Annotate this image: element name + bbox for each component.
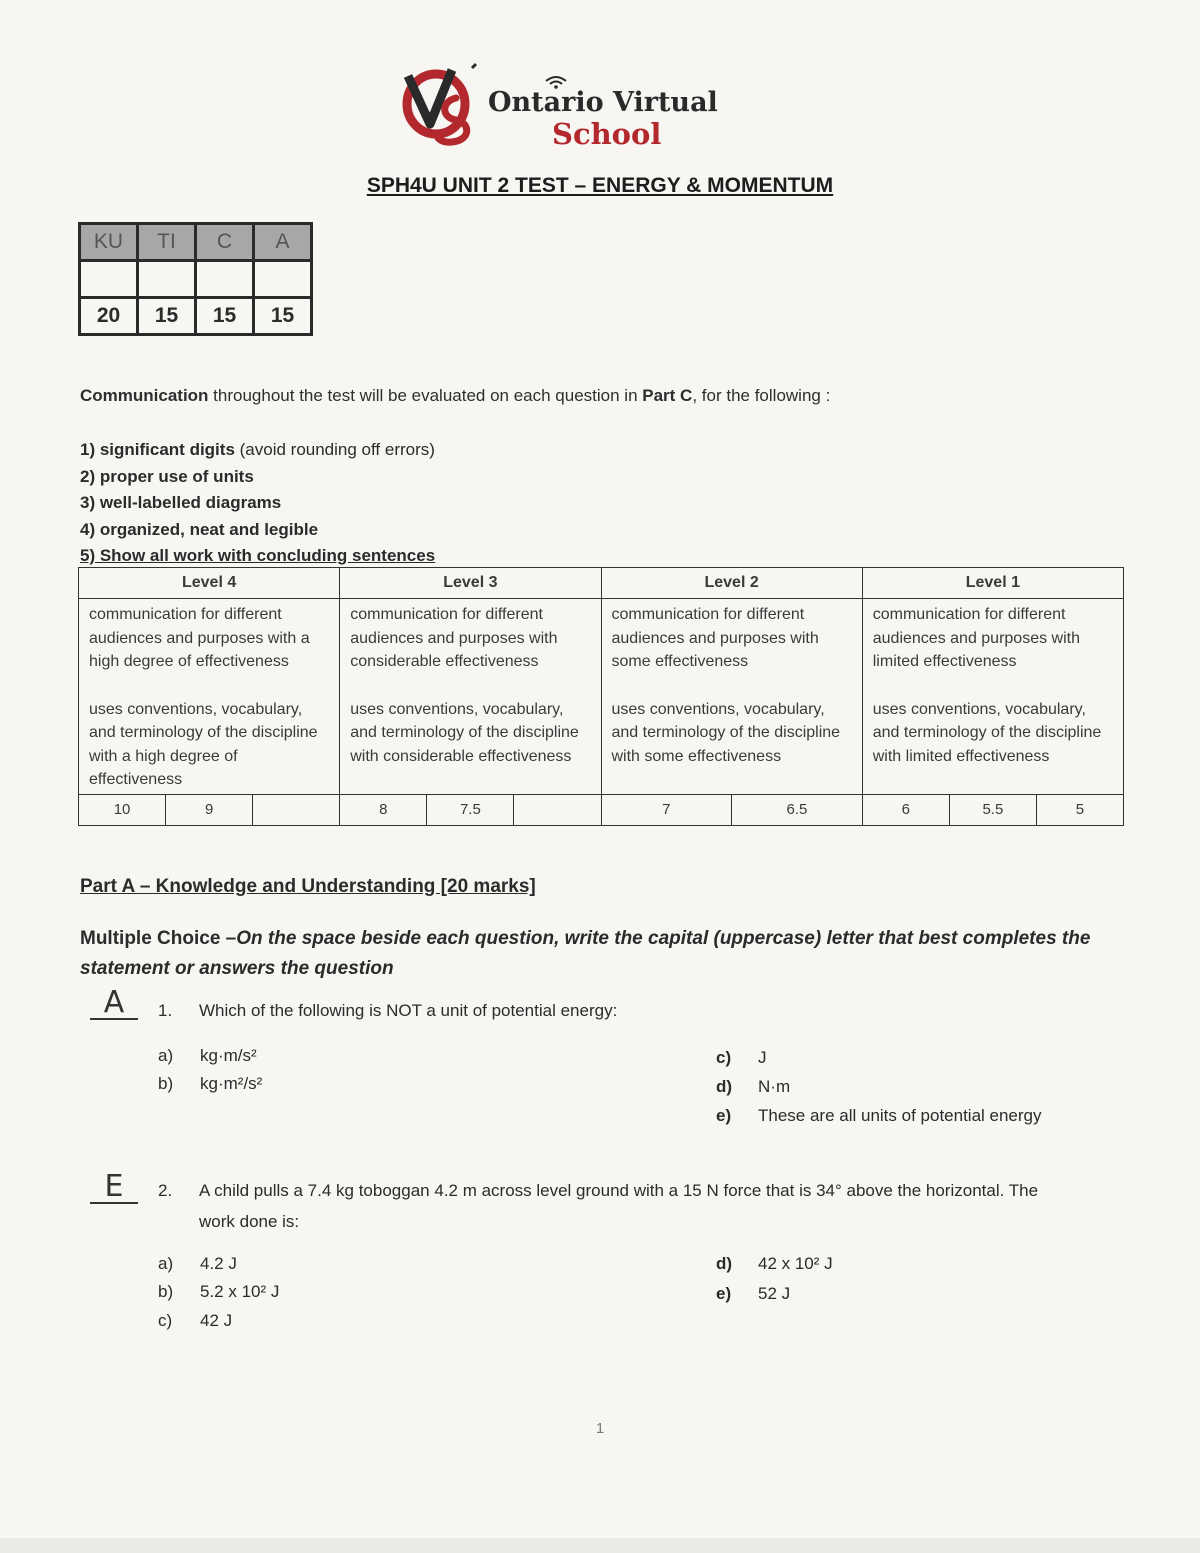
option-text: kg·m/s²	[200, 1046, 257, 1065]
criteria-item-label: 1) significant digits	[80, 440, 235, 459]
option-text: 52 J	[758, 1284, 791, 1303]
rubric-score[interactable]: 7.5	[426, 795, 513, 825]
rubric-level-3-header: Level 3	[340, 568, 601, 599]
option-e	[716, 1284, 790, 1304]
marks-total-ti: 15	[138, 298, 196, 335]
option-letter: d)	[716, 1077, 733, 1096]
ovs-logo-icon	[400, 62, 490, 154]
criteria-list	[80, 437, 435, 570]
option-text: 42 J	[200, 1311, 233, 1330]
marks-total-c: 15	[196, 298, 254, 335]
rubric-desc-audience: communication for different audiences and purposes with some effectiveness	[611, 606, 819, 670]
option-letter: e)	[716, 1106, 732, 1125]
answer-blank-q1[interactable]: A	[90, 988, 138, 1020]
option-text: 42 x 10² J	[758, 1254, 833, 1273]
option-b	[158, 1282, 279, 1302]
multiple-choice-instructions	[80, 924, 1130, 984]
rubric-level-1-header: Level 1	[862, 568, 1123, 599]
rubric-desc-conventions: uses conventions, vocabulary, and terminology of the discipline with considerable effectiveness	[350, 700, 579, 765]
criteria-item-label: 4) organized, neat and legible	[80, 519, 319, 539]
option-a	[158, 1046, 257, 1066]
mc-instruction: On the space beside each question, write the capital (uppercase) letter that best completes the statement or answers the question	[80, 928, 1091, 979]
criteria-item-label: 2) proper use of units	[80, 466, 254, 486]
rubric-desc-audience: communication for different audiences and purposes with a high degree of effectiveness	[89, 606, 310, 670]
rubric-score[interactable]: 9	[165, 795, 252, 825]
criteria-item-label: 3) well-labelled diagrams	[80, 493, 282, 512]
question-text: A child pulls a 7.4 kg toboggan 4.2 m across level ground with a 15 N force that is 34° above the horizontal. The work done is:	[199, 1181, 1039, 1231]
rubric-level-1-scores	[862, 794, 1123, 825]
communication-rubric	[78, 567, 1124, 826]
option-a	[158, 1254, 237, 1274]
intro-lead: Communication	[80, 386, 209, 405]
rubric-score[interactable]: 8	[379, 800, 388, 818]
marks-table	[78, 222, 313, 336]
rubric-score-blank[interactable]	[513, 795, 600, 825]
criteria-item-note: (avoid rounding off errors)	[234, 440, 435, 459]
rubric-score[interactable]: 5	[1036, 795, 1123, 825]
rubric-score[interactable]: 7	[662, 800, 671, 818]
marks-score-a[interactable]	[254, 261, 312, 298]
option-d	[716, 1254, 833, 1274]
option-letter: c)	[716, 1048, 732, 1067]
criteria-item-label: 5) Show all work with concluding sentences	[80, 546, 436, 565]
rubric-desc-audience: communication for different audiences and purposes with considerable effectiveness	[350, 606, 558, 670]
option-text: 4.2 J	[200, 1254, 237, 1273]
mc-lead: Multiple Choice –	[80, 928, 237, 949]
option-c	[716, 1048, 767, 1068]
marks-score-ku[interactable]	[80, 261, 138, 298]
criteria-item	[80, 464, 435, 491]
marks-header-ti: TI	[138, 224, 196, 261]
rubric-desc-conventions: uses conventions, vocabulary, and terminology of the discipline with limited effectiveness	[872, 700, 1102, 765]
option-letter: c)	[158, 1311, 173, 1330]
question-number: 2.	[158, 1181, 173, 1200]
ovs-logo	[400, 62, 730, 158]
option-text: kg·m²/s²	[200, 1074, 263, 1093]
rubric-level-4-desc	[79, 599, 340, 795]
criteria-item	[80, 517, 435, 544]
rubric-level-2-desc	[601, 599, 862, 795]
intro-tail: , for the following :	[692, 386, 831, 405]
marks-score-ti[interactable]	[138, 261, 196, 298]
marks-total-a: 15	[254, 298, 312, 335]
part-a-heading: Part A – Knowledge and Understanding [20 marks]	[80, 876, 536, 897]
rubric-level-3-desc	[340, 599, 601, 795]
marks-header-ku: KU	[80, 224, 138, 261]
option-text: These are all units of potential energy	[758, 1106, 1042, 1125]
option-d	[716, 1077, 790, 1097]
rubric-score[interactable]: 6	[901, 800, 910, 818]
criteria-item	[80, 490, 435, 517]
option-letter: a)	[158, 1046, 174, 1065]
logo-text-school: School	[552, 117, 662, 151]
intro-part: Part C	[642, 386, 693, 405]
option-c	[158, 1311, 232, 1331]
rubric-score-blank[interactable]	[252, 795, 339, 825]
intro-middle: throughout the test will be evaluated on each question in	[208, 386, 643, 405]
rubric-level-2-scores	[601, 794, 862, 825]
option-letter: b)	[158, 1074, 174, 1093]
rubric-level-3-scores	[340, 794, 601, 825]
rubric-desc-conventions: uses conventions, vocabulary, and terminology of the discipline with some effectiveness	[611, 700, 841, 765]
logo-text-ontario-virtual: Ontario Virtual	[488, 87, 718, 118]
rubric-score[interactable]: 5.5	[949, 795, 1036, 825]
rubric-desc-audience: communication for different audiences and purposes with limited effectiveness	[872, 606, 1080, 670]
rubric-level-4-scores	[79, 794, 340, 825]
page-number: 1	[595, 1420, 605, 1437]
option-letter: e)	[716, 1284, 732, 1303]
scan-edge	[0, 1538, 1200, 1553]
marks-header-c: C	[196, 224, 254, 261]
rubric-score[interactable]: 6.5	[731, 795, 862, 825]
option-letter: b)	[158, 1282, 174, 1301]
criteria-item	[80, 543, 435, 570]
marks-total-ku: 20	[80, 298, 138, 335]
option-letter: a)	[158, 1254, 174, 1273]
rubric-desc-conventions: uses conventions, vocabulary, and terminology of the discipline with a high degree of effectiveness	[89, 700, 318, 788]
criteria-item	[80, 437, 435, 464]
marks-score-c[interactable]	[196, 261, 254, 298]
question-text: Which of the following is NOT a unit of potential energy:	[199, 1001, 618, 1020]
marks-header-a: A	[254, 224, 312, 261]
rubric-level-1-desc	[862, 599, 1123, 795]
option-letter: d)	[716, 1254, 733, 1273]
rubric-score[interactable]: 10	[113, 800, 131, 818]
option-e	[716, 1106, 1042, 1126]
option-text: J	[758, 1048, 767, 1067]
rubric-level-2-header: Level 2	[601, 568, 862, 599]
question-number: 1.	[158, 1001, 173, 1020]
option-text: N·m	[758, 1077, 791, 1096]
communication-intro	[80, 386, 830, 406]
option-text: 5.2 x 10² J	[200, 1282, 280, 1301]
answer-blank-q2[interactable]: E	[90, 1172, 138, 1204]
option-b	[158, 1074, 262, 1094]
page-title: SPH4U UNIT 2 TEST – ENERGY & MOMENTUM	[366, 174, 834, 197]
rubric-level-4-header: Level 4	[79, 568, 340, 599]
